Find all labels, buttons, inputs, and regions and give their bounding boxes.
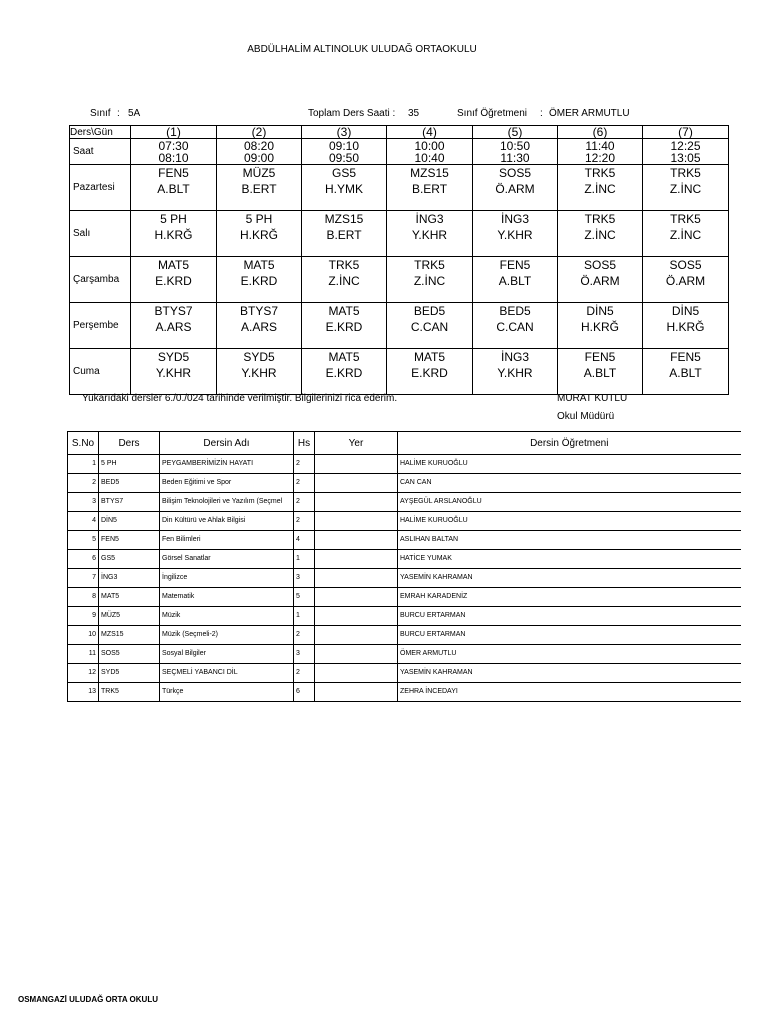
total-hours-value: 35 [408,108,420,119]
lesson-teacher: H.KRĞ [580,320,619,334]
lesson-code: MAT5 [328,304,360,318]
period-end: 09:50 [328,150,360,165]
course-hours: 1 [294,607,315,626]
lesson-cell [387,349,473,395]
lesson-code: MZS15 [324,212,364,226]
period-time [643,140,728,164]
period-time [131,140,216,164]
course-teacher: ZEHRA İNCEDAYI [398,683,741,702]
lesson-teacher: E.KRD [325,366,363,380]
time-row-label: Saat [70,139,131,165]
course-place [315,474,398,493]
course-row [68,569,741,588]
corner-label: Ders\Gün [70,126,131,139]
course-row [68,626,741,645]
course-name: İngilizce [160,569,294,588]
period-time [558,140,642,164]
header-no: S.No [68,432,99,455]
course-row [68,550,741,569]
lesson-cell [217,257,302,303]
footer-school-name: OSMANGAZİ ULUDAĞ ORTA OKULU [18,995,158,1004]
lesson-cell [131,165,217,211]
course-hours: 3 [294,569,315,588]
lesson-teacher: Y.KHR [497,228,533,242]
course-hours: 1 [294,550,315,569]
course-name: Görsel Sanatlar [160,550,294,569]
timetable [69,125,729,395]
course-code: SOS5 [99,645,160,664]
lesson-cell [387,303,473,349]
course-no: 5 [68,531,99,550]
course-place [315,531,398,550]
course-no: 7 [68,569,99,588]
lesson-code: FEN5 [584,350,616,364]
course-teacher: AYŞEGÜL ARSLANOĞLU [398,493,741,512]
lesson-teacher: A.BLT [157,182,190,196]
period-end: 13:05 [670,150,701,165]
course-name: Din Kültürü ve Ahlak Bilgisi [160,512,294,531]
course-name: Müzik [160,607,294,626]
lesson-code: MAT5 [157,258,190,272]
course-place [315,512,398,531]
lesson-teacher: Z.İNC [669,228,702,242]
course-list-table [67,431,741,702]
total-hours-label: Toplam Ders Saati : [308,108,396,119]
class-sep: : [117,108,120,119]
course-hours: 2 [294,626,315,645]
lesson-teacher: Y.KHR [155,366,192,380]
course-code: BED5 [99,474,160,493]
lesson-teacher: B.ERT [326,228,362,242]
lesson-code: SOS5 [669,258,702,272]
day-row [70,211,729,257]
lesson-teacher: A.BLT [498,274,532,288]
principal-title: Okul Müdürü [557,411,615,422]
lesson-cell [302,165,387,211]
lesson-cell [558,257,643,303]
day-label: Perşembe [70,303,131,349]
lesson-code: BTYS7 [239,304,278,318]
course-hours: 2 [294,493,315,512]
course-teacher: HALİME KURUOĞLU [398,512,741,531]
header-teacher: Dersin Öğretmeni [398,432,741,455]
lesson-cell [558,349,643,395]
lesson-teacher: Ö.ARM [665,274,706,288]
course-no: 9 [68,607,99,626]
lesson-teacher: Ö.ARM [580,274,620,288]
course-hours: 6 [294,683,315,702]
lesson-code: TRK5 [584,212,616,226]
course-place [315,607,398,626]
lesson-code: İNG3 [415,212,444,226]
header-hours: Hs [294,432,315,455]
period-number: (1) [131,126,217,139]
lesson-teacher: Z.İNC [584,182,616,196]
course-no: 1 [68,455,99,474]
lesson-teacher: H.YMK [324,182,363,196]
lesson-teacher: A.BLT [583,366,617,380]
period-start: 10:50 [499,138,531,153]
course-hours: 3 [294,645,315,664]
course-code: MZS15 [99,626,160,645]
lesson-teacher: A.BLT [669,366,702,380]
lesson-cell [473,303,558,349]
lesson-teacher: H.KRĞ [239,228,278,242]
course-row [68,531,741,550]
course-teacher: ASLIHAN BALTAN [398,531,741,550]
class-teacher-sep: : [540,108,543,119]
lesson-cell [302,349,387,395]
course-place [315,588,398,607]
lesson-teacher: C.CAN [410,320,449,334]
lesson-cell [131,349,217,395]
course-no: 12 [68,664,99,683]
period-number: (3) [302,126,387,139]
course-row [68,512,741,531]
day-label: Çarşamba [70,257,131,303]
lesson-cell [217,165,302,211]
lesson-code: DİN5 [586,304,614,318]
period-end: 11:30 [500,150,530,165]
period-number: (7) [643,126,729,139]
period-end: 09:00 [243,150,275,165]
lesson-cell [387,211,473,257]
course-name: Türkçe [160,683,294,702]
day-label: Salı [70,211,131,257]
course-no: 6 [68,550,99,569]
lesson-cell [217,211,302,257]
course-hours: 4 [294,531,315,550]
course-code: MAT5 [99,588,160,607]
lesson-teacher: Y.KHR [497,366,533,380]
lesson-cell [558,165,643,211]
lesson-teacher: Y.KHR [241,366,277,380]
lesson-cell [131,211,217,257]
lesson-code: 5 PH [245,212,273,226]
lesson-teacher: A.ARS [240,320,277,334]
course-row [68,474,741,493]
lesson-code: MAT5 [328,350,360,364]
lesson-code: FEN5 [158,166,189,180]
course-no: 11 [68,645,99,664]
course-row [68,607,741,626]
course-hours: 5 [294,588,315,607]
course-teacher: EMRAH KARADENİZ [398,588,741,607]
course-teacher: YASEMİN KAHRAMAN [398,664,741,683]
lesson-code: 5 PH [160,212,187,226]
lesson-cell [643,349,729,395]
course-name: Beden Eğitimi ve Spor [160,474,294,493]
header-code: Ders [99,432,160,455]
course-row [68,588,741,607]
course-name: Fen Bilimleri [160,531,294,550]
lesson-cell [558,211,643,257]
course-row [68,493,741,512]
period-number: (2) [217,126,302,139]
class-teacher-value: ÖMER ARMUTLU [549,108,630,119]
course-place [315,645,398,664]
lesson-cell [302,303,387,349]
lesson-code: FEN5 [499,258,531,272]
course-name: Matematik [160,588,294,607]
course-hours: 2 [294,512,315,531]
lesson-cell [473,349,558,395]
course-hours: 2 [294,664,315,683]
course-row [68,664,741,683]
day-row [70,303,729,349]
course-place [315,455,398,474]
course-teacher: ÖMER ARMUTLU [398,645,741,664]
lesson-cell [473,211,558,257]
course-row [68,455,741,474]
lesson-cell [131,303,217,349]
course-row [68,683,741,702]
course-teacher: CAN CAN [398,474,741,493]
period-start: 07:30 [158,138,189,153]
course-row [68,645,741,664]
principal-name: MURAT KUTLU [557,393,628,404]
period-start: 10:00 [414,138,445,153]
lesson-code: DİN5 [671,304,700,318]
course-no: 8 [68,588,99,607]
day-label: Cuma [70,349,131,395]
lesson-code: TRK5 [670,212,701,226]
lesson-cell [131,257,217,303]
lesson-code: MAT5 [413,350,446,364]
lesson-code: MÜZ5 [242,166,276,180]
lesson-teacher: A.ARS [155,320,192,334]
course-no: 3 [68,493,99,512]
day-row [70,257,729,303]
lesson-teacher: B.ERT [241,182,277,196]
lesson-cell [643,303,729,349]
course-teacher: YASEMİN KAHRAMAN [398,569,741,588]
lesson-code: MAT5 [243,258,275,272]
lesson-cell [643,165,729,211]
course-code: MÜZ5 [99,607,160,626]
lesson-code: FEN5 [670,350,701,364]
course-name: PEYGAMBERİMİZİN HAYATI [160,455,294,474]
course-place [315,683,398,702]
lesson-teacher: E.KRD [325,320,363,334]
period-start: 12:25 [670,138,701,153]
lesson-teacher: Y.KHR [411,228,448,242]
course-place [315,664,398,683]
course-place [315,626,398,645]
course-no: 4 [68,512,99,531]
period-end: 10:40 [414,150,445,165]
course-name: Sosyal Bilgiler [160,645,294,664]
lesson-cell [643,257,729,303]
lesson-code: BTYS7 [154,304,193,318]
lesson-code: BED5 [413,304,446,318]
course-code: FEN5 [99,531,160,550]
lesson-code: TRK5 [414,258,445,272]
course-hours: 2 [294,474,315,493]
lesson-code: İNG3 [500,350,529,364]
lesson-code: TRK5 [584,166,616,180]
course-code: GS5 [99,550,160,569]
lesson-teacher: B.ERT [411,182,448,196]
course-hours: 2 [294,455,315,474]
lesson-cell [473,165,558,211]
period-end: 12:20 [584,150,616,165]
day-row [70,165,729,211]
lesson-code: SYD5 [243,350,275,364]
course-teacher: BURCU ERTARMAN [398,607,741,626]
course-code: TRK5 [99,683,160,702]
lesson-teacher: C.CAN [496,320,534,334]
course-no: 2 [68,474,99,493]
lesson-cell [387,165,473,211]
lesson-teacher: Z.İNC [584,228,616,242]
course-no: 10 [68,626,99,645]
course-code: SYD5 [99,664,160,683]
course-code: DİN5 [99,512,160,531]
day-row [70,349,729,395]
header-place: Yer [315,432,398,455]
course-code: BTYS7 [99,493,160,512]
period-number: (4) [387,126,473,139]
lesson-code: TRK5 [670,166,701,180]
day-label: Pazartesi [70,165,131,211]
course-place [315,550,398,569]
course-code: İNG3 [99,569,160,588]
lesson-cell [302,257,387,303]
lesson-teacher: E.KRD [240,274,278,288]
lesson-cell [643,211,729,257]
period-time [302,140,386,164]
period-number: (5) [473,126,558,139]
school-title: ABDÜLHALİM ALTINOLUK ULUDAĞ ORTAOKULU [247,44,477,55]
period-start: 09:10 [328,138,360,153]
footnote: Yukarıdaki dersler 6./0./024 tarihinde verilmiştir. Bilgilerinizi rica ederim. [82,393,398,404]
lesson-cell [302,211,387,257]
class-value: 5A [128,108,141,119]
course-teacher: BURCU ERTARMAN [398,626,741,645]
lesson-code: MZS15 [410,166,449,180]
lesson-code: GS5 [331,166,356,180]
course-name: Müzik (Seçmeli-2) [160,626,294,645]
lesson-code: BED5 [499,304,531,318]
lesson-teacher: E.KRD [411,366,448,380]
lesson-code: SOS5 [498,166,531,180]
course-teacher: HALİME KURUOĞLU [398,455,741,474]
period-time [473,140,557,164]
lesson-code: İNG3 [500,212,529,226]
class-label: Sınıf [90,108,111,119]
lesson-teacher: Z.İNC [413,274,446,288]
course-name: SEÇMELİ YABANCI DİL [160,664,294,683]
course-teacher: HATİCE YUMAK [398,550,741,569]
period-end: 08:10 [158,150,189,165]
lesson-teacher: Z.İNC [328,274,360,288]
period-start: 11:40 [585,138,615,153]
course-name: Bilişim Teknolojileri ve Yazılım (Seçmel [160,493,294,512]
period-start: 08:20 [243,138,275,153]
period-time [387,140,472,164]
lesson-teacher: E.KRD [155,274,192,288]
lesson-cell [217,303,302,349]
lesson-teacher: H.KRĞ [666,320,705,334]
lesson-code: SOS5 [583,258,616,272]
lesson-teacher: Ö.ARM [495,182,535,196]
lesson-teacher: H.KRĞ [154,228,193,242]
header-name: Dersin Adı [160,432,294,455]
lesson-cell [473,257,558,303]
course-code: 5 PH [99,455,160,474]
lesson-code: SYD5 [157,350,190,364]
lesson-cell [387,257,473,303]
course-place [315,569,398,588]
lesson-teacher: Z.İNC [669,182,702,196]
course-place [315,493,398,512]
period-time [217,140,301,164]
lesson-code: TRK5 [328,258,360,272]
lesson-cell [558,303,643,349]
lesson-cell [217,349,302,395]
period-number: (6) [558,126,643,139]
course-no: 13 [68,683,99,702]
class-teacher-label: Sınıf Öğretmeni [457,108,528,119]
